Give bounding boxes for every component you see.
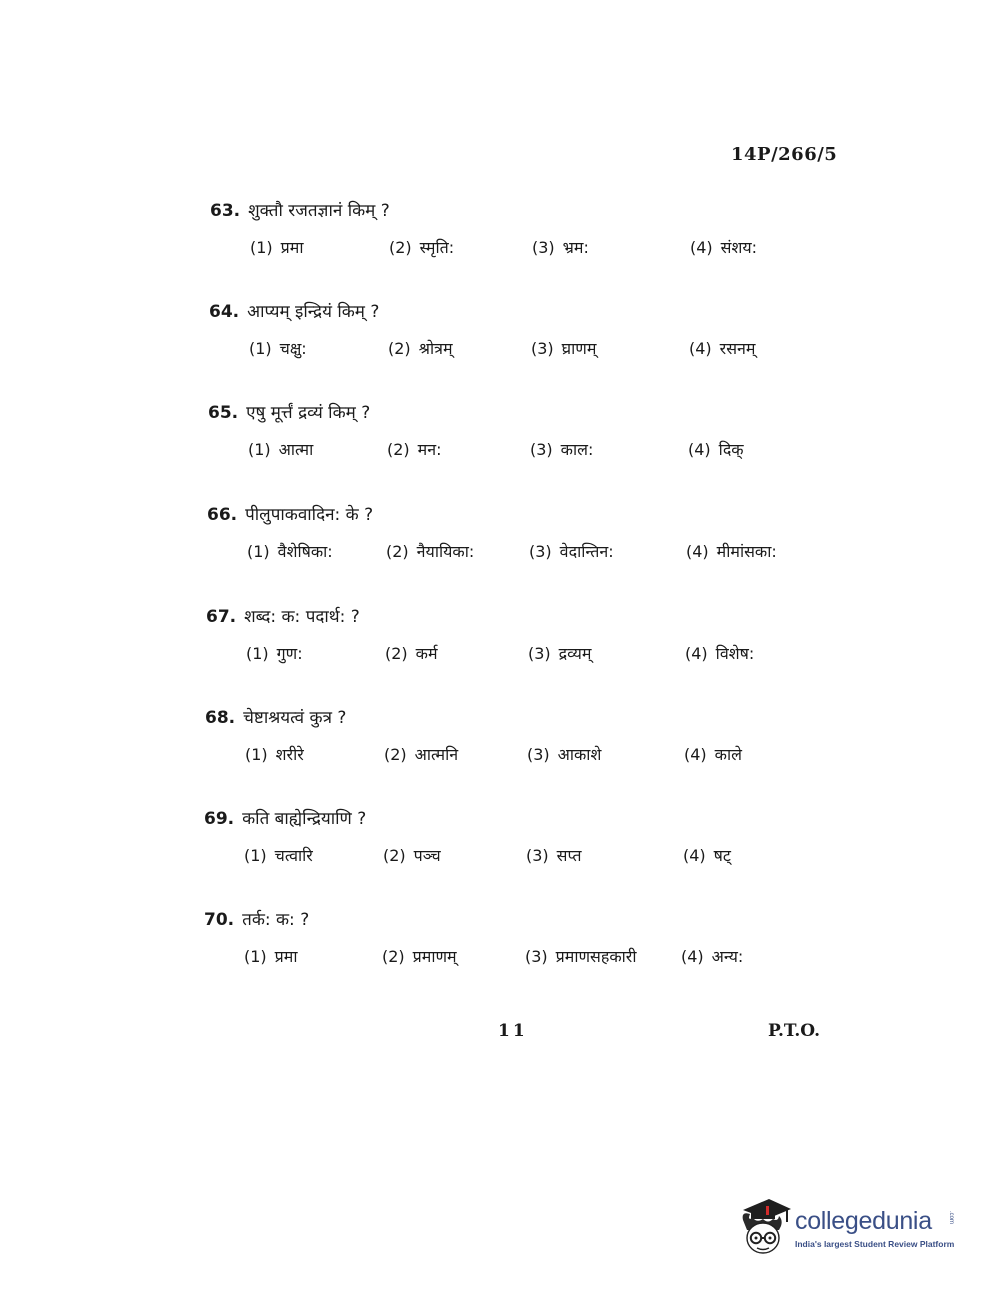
- question-68: [0, 705, 993, 795]
- question-number: 66.: [207, 505, 238, 525]
- option-label: वैशेषिका:: [277, 542, 333, 561]
- paper-code: 14P/266/5: [731, 144, 838, 165]
- option-2: [382, 945, 457, 967]
- question-67: [0, 604, 993, 694]
- question-66: [0, 502, 993, 592]
- option-4: [684, 743, 742, 765]
- question-number: 67.: [206, 607, 237, 627]
- option-3: [530, 438, 593, 460]
- option-label: काले: [714, 745, 742, 764]
- question-number: 68.: [205, 708, 236, 728]
- question-64: [0, 299, 993, 389]
- option-label: प्रमाणम्: [412, 947, 457, 966]
- option-label: वेदान्तिन:: [559, 542, 614, 561]
- option-index: (3): [526, 846, 549, 865]
- option-index: (4): [683, 846, 706, 865]
- question-number: 63.: [210, 201, 241, 221]
- option-index: (1): [245, 745, 268, 764]
- brand-name: collegedunia: [795, 1207, 932, 1235]
- option-index: (1): [244, 947, 267, 966]
- option-label: प्रमा: [274, 947, 298, 966]
- option-index: (1): [246, 644, 269, 663]
- question-number: 64.: [209, 302, 240, 322]
- question-text: कति बाह्येन्द्रियाणि ?: [242, 809, 367, 829]
- option-label: प्रमा: [280, 238, 304, 257]
- option-index: (2): [383, 846, 406, 865]
- question-text: शब्द: क: पदार्थ: ?: [244, 607, 360, 627]
- option-index: (4): [685, 644, 708, 663]
- option-3: [526, 844, 582, 866]
- option-label: स्मृति:: [419, 238, 455, 257]
- option-4: [690, 236, 757, 258]
- option-2: [389, 236, 454, 258]
- question-number: 65.: [208, 403, 239, 423]
- option-3: [532, 236, 589, 258]
- option-label: षट्: [713, 846, 731, 865]
- option-index: (3): [527, 745, 550, 764]
- option-1: [247, 540, 333, 562]
- option-label: द्रव्यम्: [558, 644, 592, 663]
- option-index: (4): [684, 745, 707, 764]
- option-index: (3): [530, 440, 553, 459]
- question-text: एषु मूर्त्तं द्रव्यं किम् ?: [246, 403, 371, 423]
- option-3: [528, 642, 592, 664]
- option-index: (2): [385, 644, 408, 663]
- option-1: [244, 844, 313, 866]
- question-text: शुक्तौ रजतज्ञानं किम् ?: [248, 201, 390, 221]
- option-1: [250, 236, 304, 258]
- option-1: [244, 945, 298, 967]
- question-69: [0, 806, 993, 896]
- option-index: (2): [387, 440, 410, 459]
- option-label: प्रमाणसहकारी: [555, 947, 637, 966]
- option-label: आत्मनि: [414, 745, 459, 764]
- option-index: (3): [528, 644, 551, 663]
- option-index: (1): [249, 339, 272, 358]
- option-label: मन:: [417, 440, 442, 459]
- brand-tagline: India's largest Student Review Platform: [795, 1239, 955, 1249]
- option-2: [383, 844, 441, 866]
- option-3: [525, 945, 637, 967]
- option-index: (3): [525, 947, 548, 966]
- option-3: [531, 337, 596, 359]
- option-label: आत्मा: [278, 440, 314, 459]
- option-label: संशय:: [720, 238, 758, 257]
- option-label: गुण:: [276, 644, 303, 663]
- option-index: (1): [250, 238, 273, 257]
- pto-label: P.T.O.: [768, 1021, 820, 1041]
- option-label: अन्य:: [711, 947, 744, 966]
- option-3: [527, 743, 601, 765]
- question-stem: [205, 705, 346, 728]
- question-text: तर्क: क: ?: [242, 910, 310, 930]
- option-index: (2): [382, 947, 405, 966]
- brand-domain-suffix: .com: [948, 1211, 954, 1225]
- question-number: 70.: [204, 910, 235, 930]
- option-index: (4): [686, 542, 709, 561]
- option-label: काल:: [560, 440, 594, 459]
- option-label: घ्राणम्: [561, 339, 597, 358]
- option-index: (2): [388, 339, 411, 358]
- option-label: पञ्च: [413, 846, 441, 865]
- option-2: [386, 540, 474, 562]
- question-stem: [209, 299, 379, 322]
- option-label: आकाशे: [557, 745, 602, 764]
- option-4: [683, 844, 731, 866]
- question-stem: [204, 907, 309, 930]
- option-4: [681, 945, 743, 967]
- question-70: [0, 907, 993, 997]
- option-4: [686, 540, 777, 562]
- option-index: (1): [247, 542, 270, 561]
- question-text: पीलुपाकवादिन: के ?: [245, 505, 374, 525]
- option-index: (2): [389, 238, 412, 257]
- question-65: [0, 400, 993, 490]
- option-3: [529, 540, 614, 562]
- option-index: (1): [248, 440, 271, 459]
- mascot-logo-icon: [735, 1196, 793, 1258]
- option-4: [685, 642, 754, 664]
- option-index: (2): [386, 542, 409, 561]
- option-label: सप्त: [556, 846, 582, 865]
- option-label: चत्वारि: [274, 846, 313, 865]
- option-label: श्रोत्रम्: [418, 339, 453, 358]
- option-label: भ्रम:: [562, 238, 589, 257]
- question-text: चेष्टाश्रयत्वं कुत्र ?: [243, 708, 347, 728]
- question-stem: [208, 400, 370, 423]
- option-index: (3): [532, 238, 555, 257]
- question-number: 69.: [204, 809, 235, 829]
- option-label: रसनम्: [719, 339, 756, 358]
- option-1: [249, 337, 307, 359]
- option-index: (4): [689, 339, 712, 358]
- option-1: [246, 642, 303, 664]
- option-2: [387, 438, 442, 460]
- option-index: (1): [244, 846, 267, 865]
- option-index: (3): [529, 542, 552, 561]
- option-index: (3): [531, 339, 554, 358]
- question-stem: [204, 806, 366, 829]
- option-1: [248, 438, 313, 460]
- option-label: मीमांसका:: [716, 542, 777, 561]
- option-4: [689, 337, 755, 359]
- option-4: [688, 438, 744, 460]
- question-stem: [210, 198, 390, 221]
- option-label: कर्म: [415, 644, 438, 663]
- option-index: (4): [688, 440, 711, 459]
- option-index: (2): [384, 745, 407, 764]
- option-index: (4): [690, 238, 713, 257]
- option-label: चक्षु:: [279, 339, 307, 358]
- collegedunia-watermark: [735, 1196, 965, 1266]
- option-label: नैयायिका:: [416, 542, 475, 561]
- option-label: विशेष:: [715, 644, 755, 663]
- question-text: आप्यम् इन्द्रियं किम् ?: [247, 302, 380, 322]
- option-label: शरीरे: [275, 745, 304, 764]
- option-label: दिक्: [718, 440, 744, 459]
- option-2: [384, 743, 458, 765]
- page-number: 11: [498, 1021, 528, 1041]
- option-1: [245, 743, 304, 765]
- question-stem: [206, 604, 360, 627]
- option-2: [385, 642, 438, 664]
- option-index: (4): [681, 947, 704, 966]
- question-63: [0, 198, 993, 288]
- option-2: [388, 337, 453, 359]
- question-stem: [207, 502, 373, 525]
